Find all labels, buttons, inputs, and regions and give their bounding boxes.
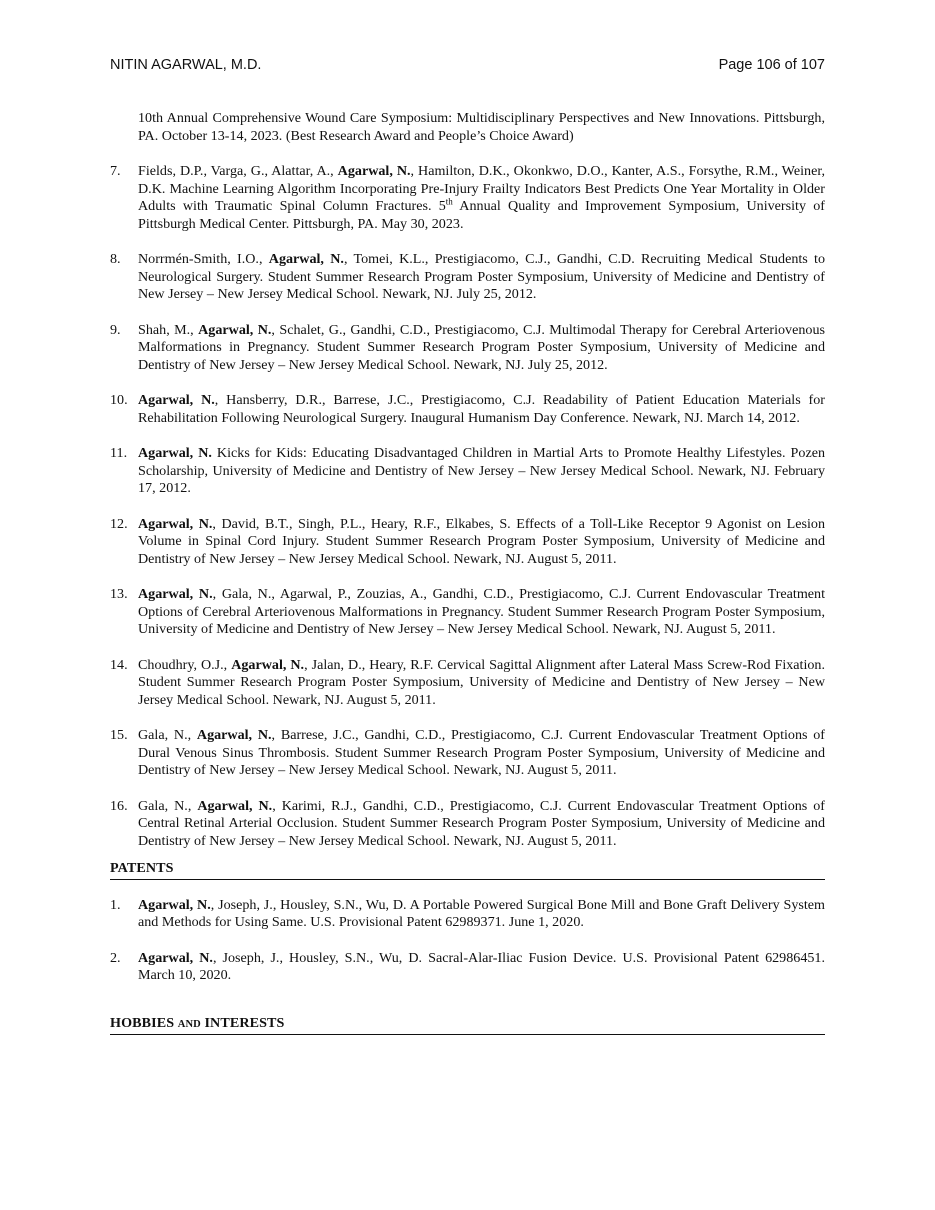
item-number: 13. xyxy=(110,586,128,602)
author-highlight: Agarwal, N. xyxy=(138,896,211,913)
author-highlight: Agarwal, N. xyxy=(138,515,213,532)
list-item: 9. Shah, M., Agarwal, N., Schalet, G., Gandhi, C.D., Prestigiacomo, C.J. Multimodal Therapy for Cerebral Arteriovenous Malformations in Pregnancy. Student Summer Research Program Poster Symposium, University of Medicine and Dentistry of New Jersey – New Jersey Medical School. Newark, NJ. July 25, 2012. xyxy=(110,321,825,373)
list-item: 12. Agarwal, N., David, B.T., Singh, P.L., Heary, R.F., Elkabes, S. Effects of a Toll-Like Receptor 9 Agonist on Lesion Volume in Spinal Cord Injury. Student Summer Research Program Poster Symposium, University of Medicine and Dentistry of New Jersey – New Jersey Medical School. Newark, NJ. August 5, 2011. xyxy=(110,515,826,567)
list-item: 14. Choudhry, O.J., Agarwal, N., Jalan, D., Heary, R.F. Cervical Sagittal Alignment after Lateral Mass Screw-Rod Fixation. Student Summer Research Program Poster Symposium, University of Medicine and Dentistry of New Jersey – New Jersey Medical School. Newark, NJ. August 5, 2011. xyxy=(110,656,825,708)
list-item: 8. Norrmén-Smith, I.O., Agarwal, N., Tomei, K.L., Prestigiacomo, C.J., Gandhi, C.D. Recruiting Medical Students to Neurological Surgery. Student Summer Research Program Poster Symposium, University of Medicine and Dentistry of New Jersey – New Jersey Medical School. Newark, NJ. July 25, 2012. xyxy=(110,251,826,302)
author-highlight: Agarwal, N. xyxy=(337,163,411,179)
author-highlight: Agarwal, N. xyxy=(138,445,212,461)
author-highlight: Agarwal, N. xyxy=(268,251,344,267)
item-number: 14. xyxy=(110,656,128,673)
author-name: NITIN AGARWAL, M.D. xyxy=(110,57,262,73)
list-item: 1. Agarwal, N., Joseph, J., Housley, S.N., Wu, D. A Portable Powered Surgical Bone Mill and Bone Graft Delivery System and Methods for Using Same. U.S. Provisional Patent 62989371. June 1, 2020. xyxy=(110,896,826,930)
list-item: 7. Fields, D.P., Varga, G., Alattar, A., Agarwal, N., Hamilton, D.K., Okonkwo, D.O., Kanter, A.S., Forsythe, R.M., Weiner, D.K. Machine Learning Algorithm Incorporating Pre-Injury Frailty Indicators Best Predicts One Year Mortality in Older Adults with Traumatic Spinal Column Fractures. 5th Annual Quality and Improvement Symposium, University of Pittsburgh Medical Center. Pittsburgh, PA. May 30, 2023. xyxy=(110,163,825,232)
list-item: 11. Agarwal, N. Kicks for Kids: Educating Disadvantaged Children in Martial Arts to Promote Healthy Lifestyles. Pozen Scholarship, University of Medicine and Dentistry of New Jersey – New Jersey Medical School. Newark, NJ. February 17, 2012. xyxy=(110,445,826,496)
item-number: 12. xyxy=(110,515,128,532)
item-number: 2. xyxy=(110,949,121,966)
list-item: 13. Agarwal, N., Gala, N., Agarwal, P., Zouzias, A., Gandhi, C.D., Prestigiacomo, C.J. Current Endovascular Treatment Options of Cerebral Arteriovenous Malformations in Pregnancy. Student Summer Research Program Poster Symposium, University of Medicine and Dentistry of New Jersey – New Jersey Medical School. Newark, NJ. August 5, 2011. xyxy=(110,586,825,637)
item-number: 9. xyxy=(110,321,121,338)
section-heading-patents: PATENTS xyxy=(110,860,825,880)
page-header xyxy=(110,57,825,77)
author-highlight: Agarwal, N. xyxy=(138,949,213,966)
author-highlight: Agarwal, N. xyxy=(198,321,272,338)
list-item: 2. Agarwal, N., Joseph, J., Housley, S.N., Wu, D. Sacral-Alar-Iliac Fusion Device. U.S. Provisional Patent 62986451. March 10, 2020. xyxy=(110,949,825,983)
author-highlight: Agarwal, N. xyxy=(138,392,215,408)
page-number: Page 106 of 107 xyxy=(718,57,825,73)
author-highlight: Agarwal, N. xyxy=(138,586,213,602)
item-number: 16. xyxy=(110,797,128,814)
item-number: 1. xyxy=(110,896,121,913)
item-number: 11. xyxy=(110,445,128,461)
list-item: 16. Gala, N., Agarwal, N., Karimi, R.J., Gandhi, C.D., Prestigiacomo, C.J. Current Endovascular Treatment Options of Central Retinal Arterial Occlusion. Student Summer Research Program Poster Symposium, University of Medicine and Dentistry of New Jersey – New Jersey Medical School. Newark, NJ. August 5, 2011. xyxy=(110,797,825,849)
author-highlight: Agarwal, N. xyxy=(197,797,273,814)
section-heading-hobbies: HOBBIES AND INTERESTS xyxy=(110,1015,825,1036)
item-number: 15. xyxy=(110,727,128,743)
continued-entry: 10th Annual Comprehensive Wound Care Symposium: Multidisciplinary Perspectives and New Innovations. Pittsburgh, PA. October 13-14, 2023. (Best Research Award and People’s Choice Award) xyxy=(138,110,825,144)
document-body xyxy=(110,110,825,1052)
item-number: 10. xyxy=(110,392,128,408)
list-item: 15. Gala, N., Agarwal, N., Barrese, J.C., Gandhi, C.D., Prestigiacomo, C.J. Current Endovascular Treatment Options of Dural Venous Sinus Thrombosis. Student Summer Research Program Poster Symposium, University of Medicine and Dentistry of New Jersey – New Jersey Medical School. Newark, NJ. August 5, 2011. xyxy=(110,727,826,778)
author-highlight: Agarwal, N. xyxy=(231,656,305,673)
item-number: 8. xyxy=(110,251,121,267)
author-highlight: Agarwal, N. xyxy=(196,727,272,743)
list-item: 10. Agarwal, N., Hansberry, D.R., Barrese, J.C., Prestigiacomo, C.J. Readability of Patient Education Materials for Rehabilitation Following Neurological Surgery. Inaugural Humanism Day Conference. Newark, NJ. March 14, 2012. xyxy=(110,392,825,426)
item-number: 7. xyxy=(110,163,121,179)
